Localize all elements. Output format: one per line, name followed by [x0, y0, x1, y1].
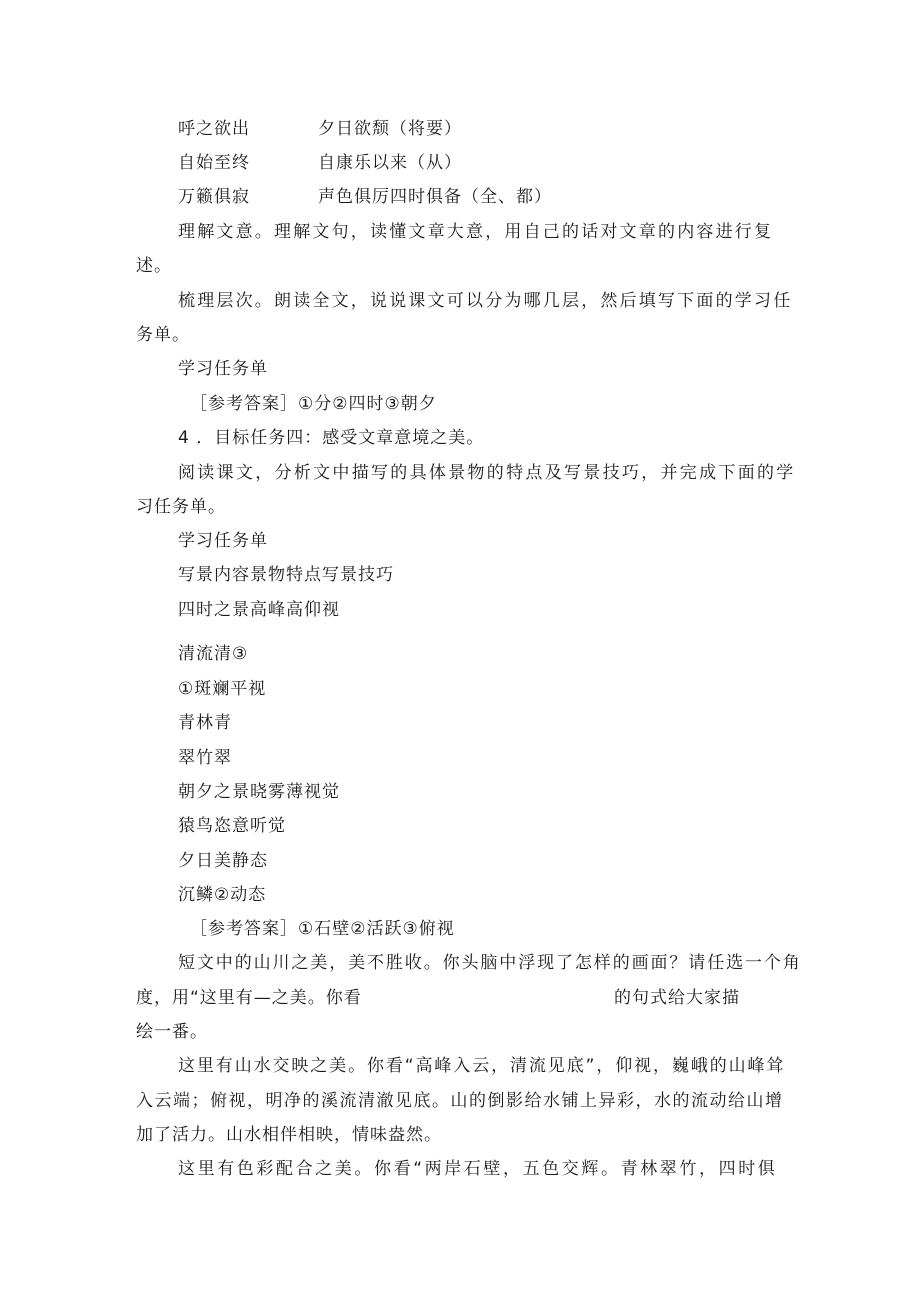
table-header-row: 写景内容景物特点写景技巧 [178, 565, 394, 585]
paragraph-understand-line-1: 理解文意。理解文句，读懂文章大意，用自己的话对文章的内容进行复 [178, 222, 774, 242]
paragraph-example1-line-2: 入云端；俯视，明净的溪流清澈见底。山的倒影给水铺上异彩，水的流动给山增 [136, 1091, 784, 1111]
paragraph-example2-line-1: 这里有色彩配合之美。你看“两岸石壁，五色交辉。青林翠竹，四时俱 [178, 1159, 778, 1179]
reference-answer-2: ［参考答案］①石壁②活跃③俯视 [190, 919, 455, 939]
table-row: 夕日美静态 [178, 851, 268, 871]
paragraph-example1-line-3: 加了活力。山水相伴相映，情味盎然。 [136, 1125, 442, 1145]
vocab-left-1: 呼之欲出 [178, 119, 250, 139]
paragraph-layers-line-1: 梳理层次。朗读全文，说说课文可以分为哪几层，然后填写下面的学习任 [178, 291, 793, 311]
table-row: 朝夕之景晓雾薄视觉 [178, 782, 340, 802]
table-row: 猿鸟恣意听觉 [178, 816, 286, 836]
paragraph-example1-line-1: 这里有山水交映之美。你看“高峰入云，清流见底”，仰视，巍峨的山峰耸 [178, 1056, 786, 1076]
vocab-left-3: 万籁俱寂 [178, 187, 250, 207]
paragraph-read-line-2: 习任务单。 [136, 497, 226, 517]
table-row: 清流清③ [178, 644, 249, 664]
goal-task-4: 4 ．目标任务四：感受文章意境之美。 [178, 428, 485, 448]
paragraph-beauty-line-2a: 度，用“这里有—之美。你看 [136, 988, 362, 1008]
vocab-left-2: 自始至终 [178, 153, 250, 173]
paragraph-understand-line-2: 述。 [136, 256, 172, 276]
paragraph-read-line-1: 阅读课文，分析文中描写的具体景物的特点及写景技巧，并完成下面的学 [178, 463, 796, 483]
vocab-right-2: 自康乐以来（从） [318, 153, 462, 173]
table-row: 翠竹翠 [178, 748, 232, 768]
table-row: ①斑斓平视 [178, 679, 267, 699]
paragraph-beauty-line-1: 短文中的山川之美，美不胜收。你头脑中浮现了怎样的画面？请任选一个角 [178, 953, 802, 973]
table-row: 四时之景高峰高仰视 [178, 600, 340, 620]
vocab-right-1: 夕日欲颓（将要） [318, 119, 462, 139]
paragraph-layers-line-2: 务单。 [136, 325, 190, 345]
table-row: 沉鳞②动态 [178, 885, 267, 905]
task-sheet-heading-2: 学习任务单 [178, 531, 268, 551]
table-row: 青林青 [178, 713, 232, 733]
reference-answer-1: ［参考答案］①分②四时③朝夕 [190, 394, 437, 414]
task-sheet-heading-1: 学习任务单 [178, 359, 268, 379]
vocab-right-3: 声色俱厉四时俱备（全、都） [318, 187, 552, 207]
paragraph-beauty-line-2b: 的句式给大家描 [614, 988, 740, 1008]
paragraph-beauty-line-3: 绘一番。 [136, 1022, 208, 1042]
